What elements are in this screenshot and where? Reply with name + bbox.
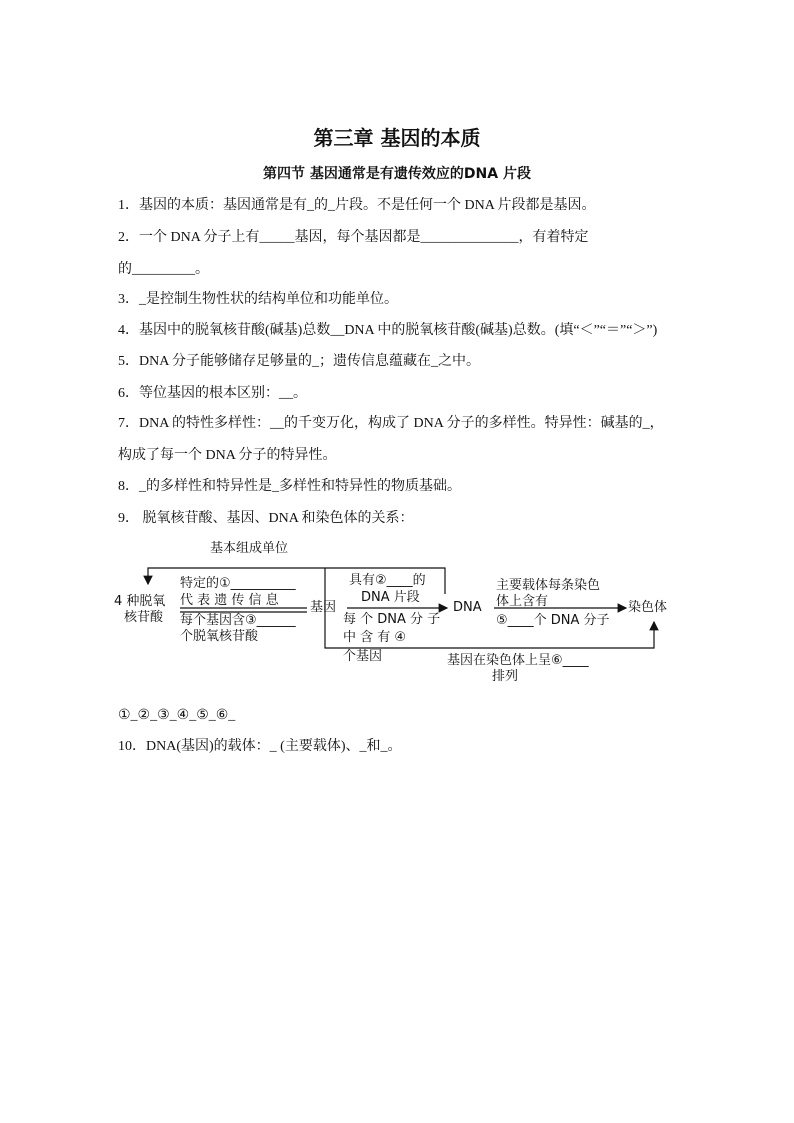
upper-right-label-2: 体上含有 (496, 594, 549, 609)
node-gene: 基因 (310, 600, 337, 615)
upper-mid-label-2: DNA 片段 (361, 590, 420, 605)
lower-mid-label-3: 个基因 (343, 649, 383, 664)
bottom-label-2: 排列 (492, 669, 519, 684)
upper-mid-label-1: 具有②____的 (349, 573, 426, 588)
lower-left-label-1: 每个基因含③______ (180, 613, 296, 628)
question-3: 3．_是控制生物性状的结构单位和功能单位。 (118, 292, 398, 307)
question-2: 2．一个 DNA 分子上有_____基因，每个基因都是______________，有着特定 (118, 230, 589, 245)
question-8: 8．_的多样性和特异性是_多样性和特异性的物质基础。 (118, 479, 461, 494)
relationship-diagram (112, 538, 672, 688)
top-label: 基本组成单位 (210, 541, 289, 556)
question-10: 10．DNA(基因)的载体：_ (主要载体)、_和_。 (118, 739, 402, 754)
question-7-cont: 构成了每一个 DNA 分子的特异性。 (118, 448, 337, 463)
lower-mid-label-1: 每 个 DNA 分 子 (343, 612, 441, 627)
question-2-cont: 的_________。 (118, 262, 209, 277)
node-nucleotide-line2: 核苷酸 (124, 610, 164, 625)
question-4: 4．基因中的脱氧核苷酸(碱基)总数__DNA 中的脱氧核苷酸(碱基)总数。(填“＜”“＝”“＞”) (118, 323, 658, 338)
question-9: 9． 脱氧核苷酸、基因、DNA 和染色体的关系： (118, 511, 414, 526)
node-nucleotide-line1: 4 种脱氧 (114, 594, 166, 609)
question-6: 6．等位基因的根本区别：__。 (118, 386, 307, 401)
section-subtitle: 第四节 基因通常是有遗传效应的DNA 片段 (263, 166, 531, 182)
lower-left-label-2: 个脱氧核苷酸 (180, 629, 259, 644)
answer-line: ①_②_③_④_⑤_⑥_ (118, 708, 236, 723)
lower-mid-label-2: 中 含 有 ④ (343, 630, 407, 645)
node-chromosome: 染色体 (628, 600, 668, 615)
upper-left-label-2: 代 表 遗 传 信 息 (180, 593, 279, 608)
question-1: 1．基因的本质：基因通常是有_的_片段。不是任何一个 DNA 片段都是基因。 (118, 198, 596, 213)
question-7: 7．DNA 的特性多样性：__的千变万化，构成了 DNA 分子的多样性。特异性：碱基的_， (118, 416, 664, 431)
upper-left-label-1: 特定的①__________ (180, 576, 296, 591)
question-5: 5．DNA 分子能够储存足够量的_；遗传信息蕴藏在_之中。 (118, 354, 481, 369)
upper-right-label-1: 主要载体每条染色 (496, 578, 601, 593)
lower-right-label-1: ⑤____个 DNA 分子 (496, 613, 610, 628)
page-title: 第三章 基因的本质 (313, 126, 481, 150)
bottom-label-1: 基因在染色体上呈⑥____ (447, 653, 589, 668)
node-dna: DNA (453, 600, 482, 615)
